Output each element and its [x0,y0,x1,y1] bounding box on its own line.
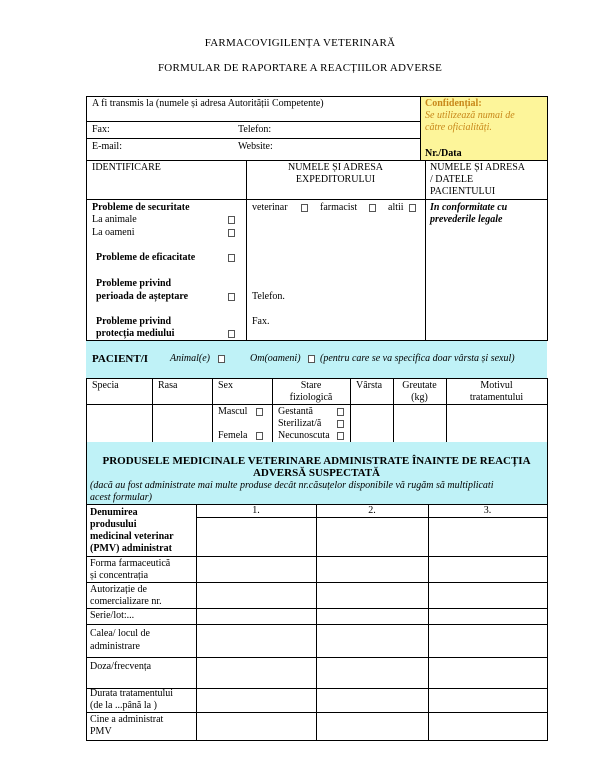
other-label: altii [388,202,404,213]
patient-header-line3: PACIENTULUI [430,186,496,197]
sender-header-line1: NUMELE ȘI ADRESA [287,162,383,173]
weight-header-line1: Greutate [402,380,437,391]
patient-note: (pentru care se va specifica doar vârsta și sexul) [320,353,515,364]
human-checkbox[interactable] [308,355,315,363]
row-pharma-form-line2: și concentrația [90,570,149,581]
efficacy-label: Probleme de eficacitate [96,252,196,263]
fax-label: Fax: [92,124,110,135]
row-product-name-line4: (PMV) administrat [90,543,172,554]
human-label: Om(oameni) [250,353,301,364]
pregnant-label: Gestantă [278,406,313,417]
row-administered-by-line2: PMV [90,726,112,737]
nr-data-label: Nr./Data [425,148,462,159]
products-title-line2: ADVERSĂ SUSPECTATĂ [252,467,381,479]
male-label: Mascul [218,406,248,417]
row-route-line1: Calea/ locul de [90,628,150,639]
pharmacist-label: farmacist [320,202,358,213]
row-authorization-line2: comercializare nr. [90,596,162,607]
row-duration-line2: (de la ...până la ) [90,700,157,711]
products-note-line2: acest formular) [90,492,152,503]
row-pharma-form-line1: Forma farmaceutică [90,558,171,569]
animal-checkbox[interactable] [218,355,225,363]
in-humans-label: La oameni [92,227,135,238]
products-note-line1: (dacă au fost administrate mai multe produse decât nr.căsuțelor disponibile vă rugăm să multiplicati [90,480,494,491]
pregnant-checkbox[interactable] [337,408,344,416]
legal-note-line2: prevederile legale [430,214,503,225]
email-label: E-mail: [92,141,122,152]
legal-note-line1: In conformitate cu [430,202,508,213]
patient-header-line1: NUMELE ȘI ADRESA [430,162,526,173]
environment-label-line1: Probleme privind [96,316,172,327]
identification-header: IDENTIFICARE [92,162,161,173]
product-col-2: 2. [368,505,376,516]
row-product-name-line2: produsului [90,519,137,530]
row-dose: Doza/frecvența [90,661,152,672]
breed-header: Rasa [158,380,178,391]
reason-header-line1: Motivul [480,380,513,391]
confidential-note-line2: către oficialități. [425,122,492,133]
withdrawal-label-line1: Probleme privind [96,278,172,289]
animal-label: Animal(e) [170,353,210,364]
efficacy-checkbox[interactable] [228,254,235,262]
form-header-title: FARMACOVIGILENȚA VETERINARĂ [204,37,396,49]
environment-label-line2: protecția mediului [96,328,175,339]
products-title-line1: PRODUSELE MEDICINALE VETERINARE ADMINISTRATE ÎNAINTE DE REACȚIA [102,455,531,467]
withdrawal-label-line2: perioada de așteptare [96,291,189,302]
patient-header-line2: / DATELE [430,174,474,185]
withdrawal-checkbox[interactable] [228,293,235,301]
other-checkbox[interactable] [409,204,416,212]
form-title: FORMULAR DE RAPORTARE A REACȚIILOR ADVERSE [157,62,443,74]
safety-issues-label: Probleme de securitate [92,202,190,213]
age-header: Vârsta [356,380,383,391]
product-col-3: 3. [483,505,492,516]
unknown-label: Necunoscuta [278,430,330,441]
veterinarian-checkbox[interactable] [301,204,308,212]
in-animals-checkbox[interactable] [228,216,235,224]
species-header: Specia [92,380,119,391]
female-checkbox[interactable] [256,432,263,440]
sender-fax-label: Fax. [252,316,270,327]
weight-header-line2: (kg) [411,392,428,403]
physiological-header-line1: Stare [300,380,322,391]
veterinarian-label: veterinar [252,202,288,213]
in-humans-checkbox[interactable] [228,229,235,237]
patient-label: PACIENT/I [92,353,149,365]
sterilized-label: Sterilizat/ă [278,418,322,429]
male-checkbox[interactable] [256,408,263,416]
transmit-label: A fi transmis la (numele și adresa Autorității Competente) [92,98,324,109]
row-duration-line1: Durata tratamentului [90,688,174,699]
confidential-note-line1: Se utilizează numai de [425,110,515,121]
row-administered-by-line1: Cine a administrat [90,714,164,725]
telephone-label: Telefon: [238,124,272,135]
female-label: Femela [218,430,248,441]
environment-checkbox[interactable] [228,330,235,338]
sterilized-checkbox[interactable] [337,420,344,428]
row-product-name-line3: medicinal veterinar [90,531,174,542]
row-authorization-line1: Autorizație de [90,584,147,595]
unknown-checkbox[interactable] [337,432,344,440]
row-batch: Serie/lot:... [90,610,135,621]
physiological-header-line2: fiziologică [289,392,333,403]
product-col-1: 1. [252,505,260,516]
sex-header: Sex [218,380,233,391]
in-animals-label: La animale [92,214,137,225]
sender-phone-label: Telefon. [252,291,285,302]
sender-header-line2: EXPEDITORULUI [295,174,376,185]
website-label: Website: [238,141,273,152]
pharmacist-checkbox[interactable] [369,204,376,212]
confidential-title: Confidențial: [425,98,482,109]
reason-header-line2: tratamentului [469,392,524,403]
row-product-name-line1: Denumirea [90,507,138,518]
row-route-line2: administrare [90,641,140,652]
